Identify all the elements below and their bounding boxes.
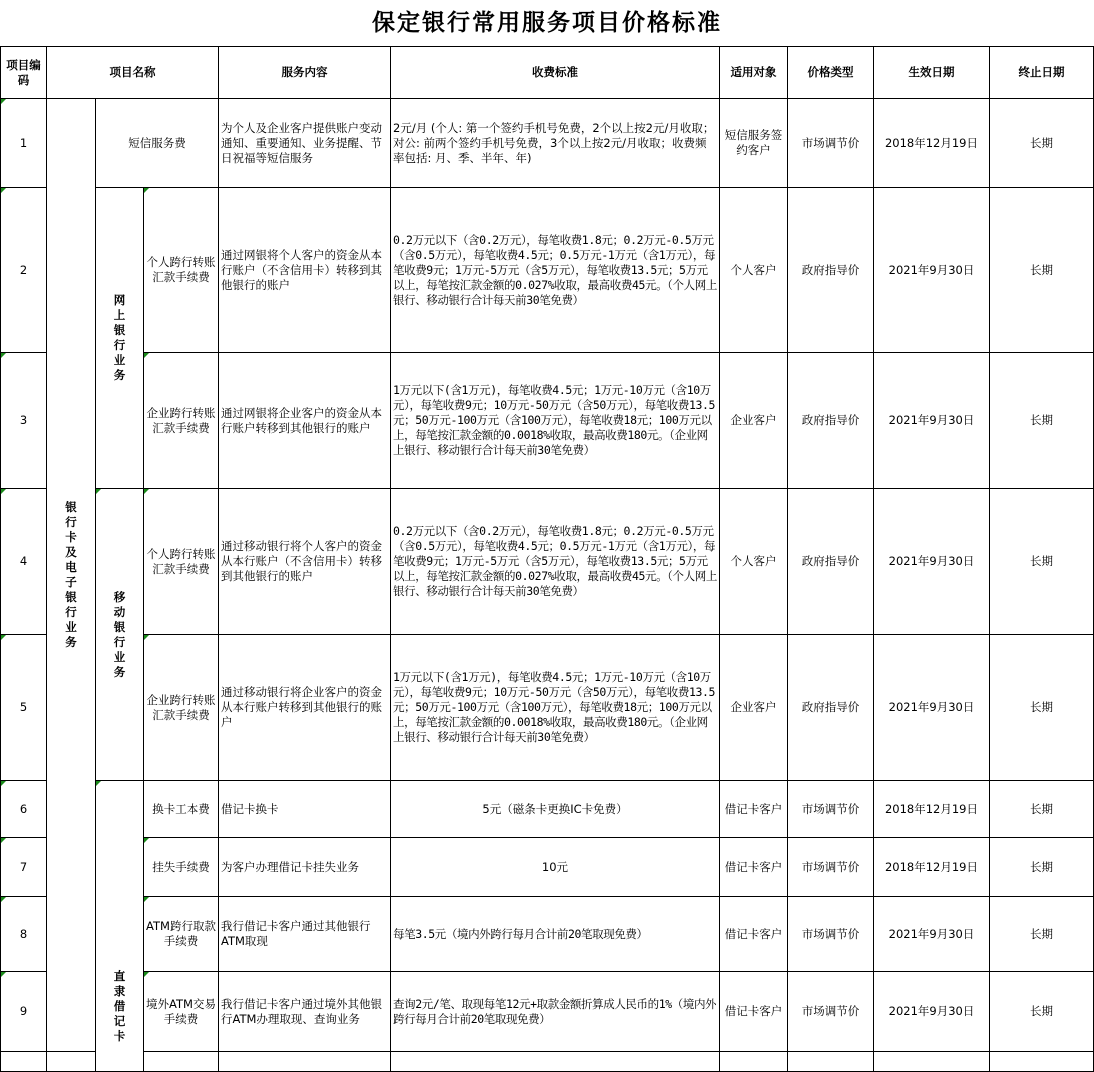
group-label-char: 银 <box>113 619 126 634</box>
row-name: 换卡工本费 <box>144 781 219 838</box>
table-row <box>1 99 1094 188</box>
group-label-char: 行 <box>65 515 77 529</box>
group-label-char: 移 <box>113 589 126 604</box>
group-label-char: 子 <box>65 575 77 589</box>
row-target: 企业客户 <box>720 353 788 489</box>
group-label-char: 及 <box>65 545 77 559</box>
row-end-date: 长期 <box>990 972 1094 1052</box>
row-target: 短信服务签约客户 <box>720 99 788 188</box>
row-code: 4 <box>1 489 47 635</box>
row-fee: 2元/月 (个人: 第一个签约手机号免费，2个以上按2元/月收取；对公: 前两个签约手机号免费，3个以上按2元/月收取；收费频率包括: 月、季、半年、年) <box>391 99 720 188</box>
table-row <box>1 489 1094 635</box>
row-price-type: 市场调节价 <box>788 972 874 1052</box>
row-target: 个人客户 <box>720 188 788 353</box>
row-content: 通过网银将个人客户的资金从本行账户（不含信用卡）转移到其他银行的账户 <box>219 188 391 353</box>
row-end-date: 长期 <box>990 353 1094 489</box>
group-card-label <box>47 99 96 1052</box>
price-table <box>0 46 1094 1072</box>
row-name: 挂失手续费 <box>144 838 219 897</box>
row-code: 1 <box>1 99 47 188</box>
group-label-char: 上 <box>113 308 126 322</box>
group-label-char: 银 <box>113 323 126 337</box>
row-fee: 0.2万元以下（含0.2万元），每笔收费1.8元；0.2万元-0.5万元（含0.5万元），每笔收费4.5元；0.5万元-1万元（含1万元），每笔收费9元；1万元-5万元（含5万元），每笔收费13.5元；5万元以上，每笔按汇款金额的0.027%收取，最高收费45元。（个人网上银行、移动银行合计每天前30笔免费） <box>391 188 720 353</box>
row-end-date: 长期 <box>990 781 1094 838</box>
group-online-label <box>96 188 144 489</box>
group-label-char: 业 <box>113 353 126 367</box>
group-label-char: 行 <box>65 605 77 619</box>
header-price-type: 价格类型 <box>788 47 874 99</box>
row-end-date: 长期 <box>990 188 1094 353</box>
row-code: 9 <box>1 972 47 1052</box>
row-name: ATM跨行取款手续费 <box>144 897 219 972</box>
row-code: 8 <box>1 897 47 972</box>
row-code: 2 <box>1 188 47 353</box>
group-label-char: 行 <box>113 634 126 649</box>
row-target: 借记卡客户 <box>720 972 788 1052</box>
group-label-char: 业 <box>65 620 77 634</box>
header-end-date: 终止日期 <box>990 47 1094 99</box>
table-row <box>1 781 1094 838</box>
row-content: 为个人及企业客户提供账户变动通知、重要通知、业务提醒、节日祝福等短信服务 <box>219 99 391 188</box>
table-row <box>1 188 1094 353</box>
header-start-date: 生效日期 <box>874 47 990 99</box>
row-end-date: 长期 <box>990 897 1094 972</box>
row-start-date: 2021年9月30日 <box>874 188 990 353</box>
row-price-type: 市场调节价 <box>788 99 874 188</box>
group-mobile-text <box>98 590 141 680</box>
group-online-text <box>98 293 141 383</box>
row-start-date: 2021年9月30日 <box>874 635 990 781</box>
row-fee: 0.2万元以下（含0.2万元），每笔收费1.8元；0.2万元-0.5万元（含0.5万元），每笔收费4.5元；0.5万元-1万元（含1万元），每笔收费9元；1万元-5万元（含5万元），每笔收费13.5元；5万元以上，每笔按汇款金额的0.027%收取，最高收费45元。（个人网上银行、移动银行合计每天前30笔免费） <box>391 489 720 635</box>
row-code: 3 <box>1 353 47 489</box>
row-price-type: 政府指导价 <box>788 353 874 489</box>
row-start-date: 2018年12月19日 <box>874 99 990 188</box>
row-target: 个人客户 <box>720 489 788 635</box>
row-code: 5 <box>1 635 47 781</box>
row-end-date: 长期 <box>990 99 1094 188</box>
row-start-date: 2021年9月30日 <box>874 972 990 1052</box>
group-label-char: 务 <box>113 368 126 382</box>
table-row <box>1 353 1094 489</box>
header-target: 适用对象 <box>720 47 788 99</box>
row-start-date: 2018年12月19日 <box>874 838 990 897</box>
row-fee: 查询2元/笔、取现每笔12元+取款金额折算成人民币的1%（境内外跨行每月合计前20笔取现免费） <box>391 972 720 1052</box>
row-name: 企业跨行转账汇款手续费 <box>144 353 219 489</box>
group-label-char: 直 <box>113 969 126 983</box>
group-label-char: 银 <box>65 590 77 604</box>
row-content: 借记卡换卡 <box>219 781 391 838</box>
row-content: 为客户办理借记卡挂失业务 <box>219 838 391 897</box>
row-name: 企业跨行转账汇款手续费 <box>144 635 219 781</box>
row-end-date: 长期 <box>990 635 1094 781</box>
group-debit-label <box>96 781 144 1072</box>
group-label-char: 卡 <box>65 530 77 544</box>
group-card-text <box>49 500 93 650</box>
header-row <box>1 47 1094 99</box>
row-start-date: 2021年9月30日 <box>874 489 990 635</box>
table-row <box>1 635 1094 781</box>
row-fee: 每笔3.5元（境内外跨行每月合计前20笔取现免费） <box>391 897 720 972</box>
row-name: 个人跨行转账汇款手续费 <box>144 188 219 353</box>
row-start-date: 2021年9月30日 <box>874 353 990 489</box>
row-name: 短信服务费 <box>96 99 219 188</box>
row-end-date: 长期 <box>990 489 1094 635</box>
row-fee: 1万元以下(含1万元)，每笔收费4.5元；1万元-10万元（含10万元），每笔收费9元；10万元-50万元（含50万元），每笔收费13.5元；50万元-100万元（含100万元），每笔收费18元；100万元以上，每笔按汇款金额的0.0018%收取，最高收费180元。（企业网上银行、移动银行合计每天前30笔免费） <box>391 353 720 489</box>
row-code: 7 <box>1 838 47 897</box>
group-label-char: 电 <box>65 560 77 574</box>
row-fee: 1万元以下(含1万元)，每笔收费4.5元；1万元-10万元（含10万元），每笔收费9元；10万元-50万元（含50万元），每笔收费13.5元；50万元-100万元（含100万元），每笔收费18元；100万元以上，每笔按汇款金额的0.0018%收取，最高收费180元。（企业网上银行、移动银行合计每天前30笔免费） <box>391 635 720 781</box>
row-price-type: 政府指导价 <box>788 489 874 635</box>
group-label-char: 务 <box>65 635 77 649</box>
row-target: 借记卡客户 <box>720 838 788 897</box>
group-label-char: 网 <box>113 293 126 307</box>
group-label-char: 动 <box>113 604 126 619</box>
row-fee: 5元（磁条卡更换IC卡免费） <box>391 781 720 838</box>
row-fee: 10元 <box>391 838 720 897</box>
group-label-char: 借 <box>113 999 126 1013</box>
header-name: 项目名称 <box>47 47 219 99</box>
group-label-char: 隶 <box>113 984 126 998</box>
row-price-type: 市场调节价 <box>788 897 874 972</box>
row-target: 企业客户 <box>720 635 788 781</box>
row-target: 借记卡客户 <box>720 897 788 972</box>
group-label-char: 卡 <box>113 1029 126 1043</box>
row-name: 个人跨行转账汇款手续费 <box>144 489 219 635</box>
group-label-char: 务 <box>113 664 126 679</box>
row-code: 6 <box>1 781 47 838</box>
table-row <box>1 838 1094 897</box>
row-content: 通过网银将企业客户的资金从本行账户转移到其他银行的账户 <box>219 353 391 489</box>
group-mobile-label <box>96 489 144 781</box>
table-row <box>1 1052 1094 1072</box>
row-price-type: 政府指导价 <box>788 635 874 781</box>
group-debit-text <box>98 969 141 1044</box>
header-code: 项目编码 <box>1 47 47 99</box>
row-content: 通过移动银行将个人客户的资金从本行账户（不含信用卡）转移到其他银行的账户 <box>219 489 391 635</box>
header-content: 服务内容 <box>219 47 391 99</box>
row-content: 通过移动银行将企业客户的资金从本行账户转移到其他银行的账户 <box>219 635 391 781</box>
header-fee: 收费标准 <box>391 47 720 99</box>
row-content: 我行借记卡客户通过其他银行ATM取现 <box>219 897 391 972</box>
table-row <box>1 897 1094 972</box>
row-price-type: 市场调节价 <box>788 781 874 838</box>
row-name: 境外ATM交易手续费 <box>144 972 219 1052</box>
group-label-char: 行 <box>113 338 126 352</box>
row-price-type: 市场调节价 <box>788 838 874 897</box>
row-price-type: 政府指导价 <box>788 188 874 353</box>
group-label-char: 银 <box>65 500 77 514</box>
row-start-date: 2021年9月30日 <box>874 897 990 972</box>
group-label-char: 记 <box>113 1014 126 1028</box>
row-end-date: 长期 <box>990 838 1094 897</box>
page-title: 保定银行常用服务项目价格标准 <box>372 9 722 36</box>
table-row <box>1 972 1094 1052</box>
group-label-char: 业 <box>113 649 126 664</box>
row-start-date: 2018年12月19日 <box>874 781 990 838</box>
row-content: 我行借记卡客户通过境外其他银行ATM办理取现、查询业务 <box>219 972 391 1052</box>
row-target: 借记卡客户 <box>720 781 788 838</box>
